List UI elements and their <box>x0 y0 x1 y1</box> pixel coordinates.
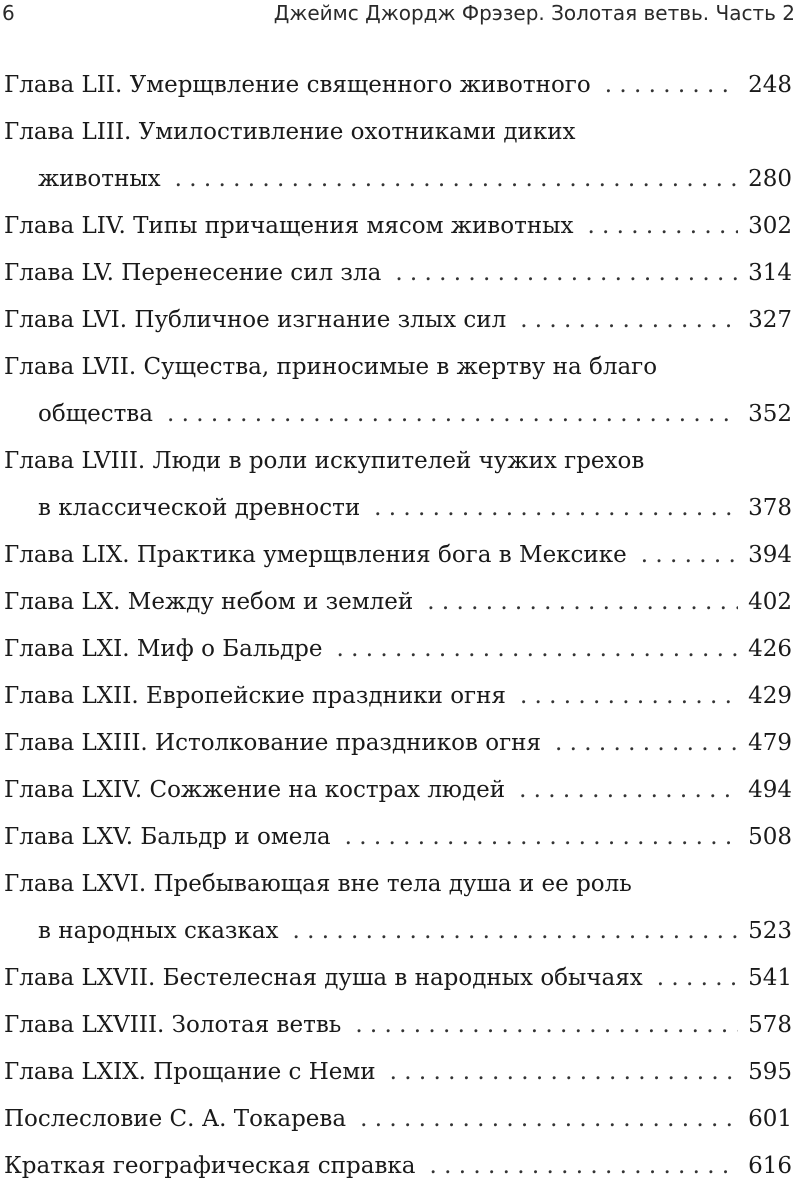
toc-entry-row <box>4 485 792 532</box>
toc-entry-page-number: 302 <box>748 213 792 239</box>
toc-entry[interactable] <box>4 1096 792 1143</box>
toc-entry[interactable] <box>4 203 792 250</box>
table-of-contents <box>4 62 792 1190</box>
toc-entry[interactable] <box>4 1143 792 1190</box>
toc-entry-title: общества <box>38 401 153 427</box>
toc-entry-row <box>4 1049 792 1096</box>
toc-entry-row <box>4 1143 792 1190</box>
toc-entry-row <box>4 579 792 626</box>
dot-leader <box>587 203 738 250</box>
toc-entry-title: Глава LX. Между небом и землей <box>4 589 414 615</box>
dot-leader <box>336 626 738 673</box>
dot-leader <box>657 955 738 1002</box>
toc-entry-row <box>4 62 792 109</box>
toc-entry-row <box>4 203 792 250</box>
dot-leader <box>374 485 738 532</box>
toc-entry-row <box>4 250 792 297</box>
toc-entry-title: Глава LVI. Публичное изгнание злых сил <box>4 307 507 333</box>
toc-entry[interactable] <box>4 673 792 720</box>
dot-leader <box>390 1049 738 1096</box>
toc-entry[interactable] <box>4 62 792 109</box>
toc-entry-page-number: 378 <box>748 495 792 521</box>
toc-entry-row <box>4 767 792 814</box>
toc-entry-title: в народных сказках <box>38 918 279 944</box>
toc-entry-page-number: 578 <box>748 1012 792 1038</box>
dot-leader <box>520 297 738 344</box>
toc-entry-row <box>4 908 792 955</box>
dot-leader <box>345 814 738 861</box>
toc-entry-row <box>4 673 792 720</box>
toc-entry[interactable] <box>4 626 792 673</box>
dot-leader <box>355 1002 738 1049</box>
dot-leader <box>427 579 738 626</box>
toc-entry-row <box>4 955 792 1002</box>
toc-entry-title: Глава LXII. Европейские праздники огня <box>4 683 506 709</box>
toc-entry-title: Глава LXVII. Бестелесная душа в народных обычаях <box>4 965 643 991</box>
dot-leader <box>360 1096 738 1143</box>
toc-entry-page-number: 248 <box>748 72 792 98</box>
toc-entry-page-number: 426 <box>748 636 792 662</box>
toc-entry[interactable] <box>4 1049 792 1096</box>
toc-entry-page-number: 402 <box>748 589 792 615</box>
toc-entry-title: Глава LXI. Миф о Бальдре <box>4 636 323 662</box>
toc-entry-title: Глава LIX. Практика умерщвления бога в Мексике <box>4 542 627 568</box>
toc-entry-title-line1: Глава LIII. Умилостивление охотниками диких <box>4 119 576 145</box>
toc-entry-page-number: 616 <box>748 1153 792 1179</box>
dot-leader <box>429 1143 738 1190</box>
toc-entry-title: Глава LXIII. Истолкование праздников огня <box>4 730 541 756</box>
toc-entry-title: Глава LXVIII. Золотая ветвь <box>4 1012 342 1038</box>
toc-entry[interactable] <box>4 250 792 297</box>
toc-entry[interactable] <box>4 579 792 626</box>
toc-entry-row <box>4 532 792 579</box>
toc-entry-title: Краткая географическая справка <box>4 1153 416 1179</box>
dot-leader <box>167 391 738 438</box>
toc-entry-page-number: 494 <box>748 777 792 803</box>
toc-entry-title-line1: Глава LVIII. Люди в роли искупителей чужих грехов <box>4 448 645 474</box>
dot-leader <box>605 62 738 109</box>
toc-entry[interactable] <box>4 297 792 344</box>
toc-entry-row <box>4 626 792 673</box>
toc-entry-page-number: 508 <box>748 824 792 850</box>
toc-entry-title-line1: Глава LVII. Существа, приносимые в жертву на благо <box>4 354 658 380</box>
toc-entry[interactable] <box>4 767 792 814</box>
toc-entry-page-number: 394 <box>748 542 792 568</box>
toc-entry-title: Глава LXV. Бальдр и омела <box>4 824 331 850</box>
toc-entry-page-number: 479 <box>748 730 792 756</box>
toc-entry-title: Послесловие С. А. Токарева <box>4 1106 347 1132</box>
toc-entry-row <box>4 814 792 861</box>
toc-entry-page-number: 352 <box>748 401 792 427</box>
toc-entry[interactable] <box>4 1002 792 1049</box>
toc-entry[interactable] <box>4 955 792 1002</box>
toc-entry[interactable] <box>4 344 792 438</box>
dot-leader <box>395 250 738 297</box>
toc-entry-page-number: 314 <box>748 260 792 286</box>
toc-entry[interactable] <box>4 720 792 767</box>
toc-entry[interactable] <box>4 861 792 955</box>
toc-entry-row <box>4 391 792 438</box>
toc-entry-page-number: 429 <box>748 683 792 709</box>
toc-entry-page-number: 523 <box>748 918 792 944</box>
toc-entry-row <box>4 720 792 767</box>
toc-entry-page-number: 601 <box>748 1106 792 1132</box>
toc-entry-row <box>4 297 792 344</box>
dot-leader <box>641 532 738 579</box>
toc-entry-row <box>4 156 792 203</box>
dot-leader <box>520 673 738 720</box>
toc-entry-page-number: 541 <box>748 965 792 991</box>
toc-entry-page-number: 327 <box>748 307 792 333</box>
running-header <box>0 0 797 36</box>
dot-leader <box>555 720 738 767</box>
toc-entry-row <box>4 1002 792 1049</box>
toc-entry-title: Глава LII. Умерщвление священного животного <box>4 72 591 98</box>
toc-entry-title: в классической древности <box>38 495 361 521</box>
toc-entry-title: Глава LV. Перенесение сил зла <box>4 260 382 286</box>
dot-leader <box>519 767 738 814</box>
toc-entry-page-number: 280 <box>748 166 792 192</box>
toc-entry-title: Глава LXIX. Прощание с Неми <box>4 1059 376 1085</box>
toc-entry-page-number: 595 <box>748 1059 792 1085</box>
toc-entry-title-line1: Глава LXVI. Пребывающая вне тела душа и ее роль <box>4 871 632 897</box>
toc-entry[interactable] <box>4 438 792 532</box>
page-number: 6 <box>2 1 15 25</box>
toc-entry-title: Глава LIV. Типы причащения мясом животных <box>4 213 574 239</box>
toc-entry-row <box>4 1096 792 1143</box>
toc-entry-title: Глава LXIV. Сожжение на кострах людей <box>4 777 506 803</box>
toc-entry[interactable] <box>4 814 792 861</box>
toc-entry[interactable] <box>4 532 792 579</box>
toc-entry-title: животных <box>38 166 161 192</box>
dot-leader <box>293 908 739 955</box>
running-title: Джеймс Джордж Фрэзер. Золотая ветвь. Часть 2 <box>273 1 795 25</box>
dot-leader <box>175 156 738 203</box>
toc-entry[interactable] <box>4 109 792 203</box>
